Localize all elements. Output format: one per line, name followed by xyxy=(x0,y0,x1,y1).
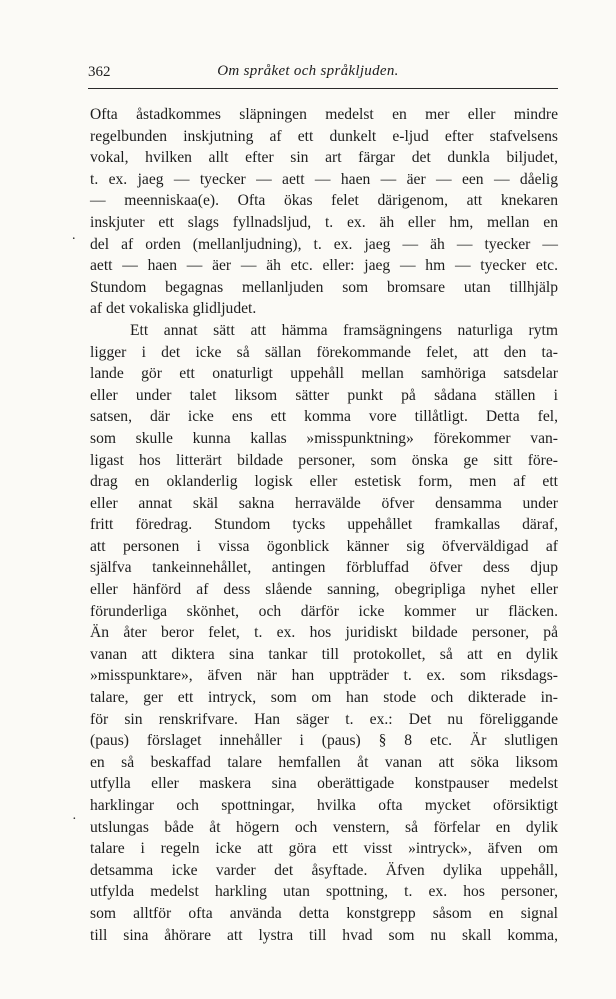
text-line: själfva tankeinnehållet, antingen förbluffad öfver dess djup xyxy=(90,559,558,577)
text-line: lande gör ett onaturligt uppehåll mellan samhöriga satsdelar xyxy=(90,365,558,383)
text-line: utfylla eller maskera sina oberättigade konstpauser medelst xyxy=(90,775,558,793)
text-line: utslungas både åt högern och venstern, så förfelar en dylik xyxy=(90,818,558,836)
text-line: Stundom begagnas mellanljuden som bromsare utan tillhjälp xyxy=(90,278,558,296)
text-line: som alltför ofta använda detta konstgrepp såsom en signal xyxy=(90,904,558,922)
text-line: fritt föredrag. Stundom tycks uppehållet framkallas däraf, xyxy=(90,516,558,534)
paragraph xyxy=(90,320,558,946)
text-line: för sin renskrifvare. Han säger t. ex.: Det nu föreliggande xyxy=(90,710,558,728)
text-line: satsen, där icke ens ett komma vore tillåtligt. Detta fel, xyxy=(90,408,558,426)
text-line: (paus) förslaget innehåller i (paus) § 8 etc. Är slutligen xyxy=(90,732,558,750)
text-line: af det vokaliska glidljudet. xyxy=(90,300,257,318)
text-line: t. ex. jaeg — tyecker — aett — haen — äer — een — dåelig xyxy=(90,170,558,188)
text-line: aett — haen — äer — äh etc. eller: jaeg — hm — tyecker etc. xyxy=(90,257,558,275)
text-line: en så beskaffad talare hemfallen åt vanan att söka liksom xyxy=(90,753,558,771)
body-text xyxy=(90,104,558,946)
running-head: Om språket och språkljuden. xyxy=(217,63,399,79)
text-line: Ett annat sätt att hämma framsägningens naturliga rytm xyxy=(130,321,558,339)
text-line: eller annat skäl sakna herravälde öfver densamma under xyxy=(90,494,558,512)
text-line: ligger i det icke så sällan förekommande felet, att den ta- xyxy=(90,343,558,361)
text-line: talare i regeln icke att göra ett visst »intryck», äfven om xyxy=(90,840,558,858)
text-line: ligast hos litterärt bildade personer, som önska ge sitt före- xyxy=(90,451,558,469)
text-line: eller hänförd af dess slående sanning, obegripliga nyhet eller xyxy=(90,581,558,599)
text-line: förunderliga skönhet, och därför icke kommer ur fläcken. xyxy=(90,602,558,620)
margin-mark: . xyxy=(72,228,76,243)
text-line: drag en oklanderlig logisk eller estetisk form, men af ett xyxy=(90,473,558,491)
page-number: 362 xyxy=(88,64,111,80)
paragraph xyxy=(90,104,558,320)
text-line: Ofta åstadkommes släpningen medelst en mer eller mindre xyxy=(90,106,558,123)
text-line: »misspunktare», äfven när han uppträder t. ex. som riksdags- xyxy=(90,667,558,685)
text-line: del af orden (mellanljudning), t. ex. jaeg — äh — tyecker — xyxy=(90,235,558,253)
margin-mark: · xyxy=(72,812,77,827)
text-line: som skulle kunna kallas »misspunktning» förekommer van- xyxy=(90,429,558,447)
text-line: Än åter beror felet, t. ex. hos juridiskt bildade personer, på xyxy=(90,624,558,642)
header-rule xyxy=(88,88,558,89)
text-line: regelbunden inskjutning af ett dunkelt e-ljud efter stafvelsens xyxy=(90,127,558,145)
text-line: att personen i vissa ögonblick känner sig öfverväldigad af xyxy=(90,537,558,555)
text-line: — meenniskaa(e). Ofta ökas felet därigenom, att knekaren xyxy=(90,192,558,210)
text-line: utfylda medelst harkling utan spottning, t. ex. hos personer, xyxy=(90,883,558,901)
text-line: harklingar och spottningar, hvilka ofta mycket oförsiktigt xyxy=(90,797,558,814)
text-line: vokal, hvilken allt efter sin art färgar det dunkla biljudet, xyxy=(90,149,558,167)
text-line: talare, ger ett intryck, som om han stode och dikterade in- xyxy=(90,689,558,707)
text-line: eller under talet liksom sätter punkt på sådana ställen i xyxy=(90,386,558,404)
text-line: detsamma icke varder det åsyftade. Äfven dylika uppehåll, xyxy=(90,861,558,879)
text-line: till sina åhörare att lystra till hvad som nu skall komma, xyxy=(90,926,558,944)
text-line: inskjuter ett slags fyllnadsljud, t. ex. äh eller hm, mellan en xyxy=(90,213,558,231)
text-line: vanan att diktera sina tankar till protokollet, så att en dylik xyxy=(90,645,558,663)
